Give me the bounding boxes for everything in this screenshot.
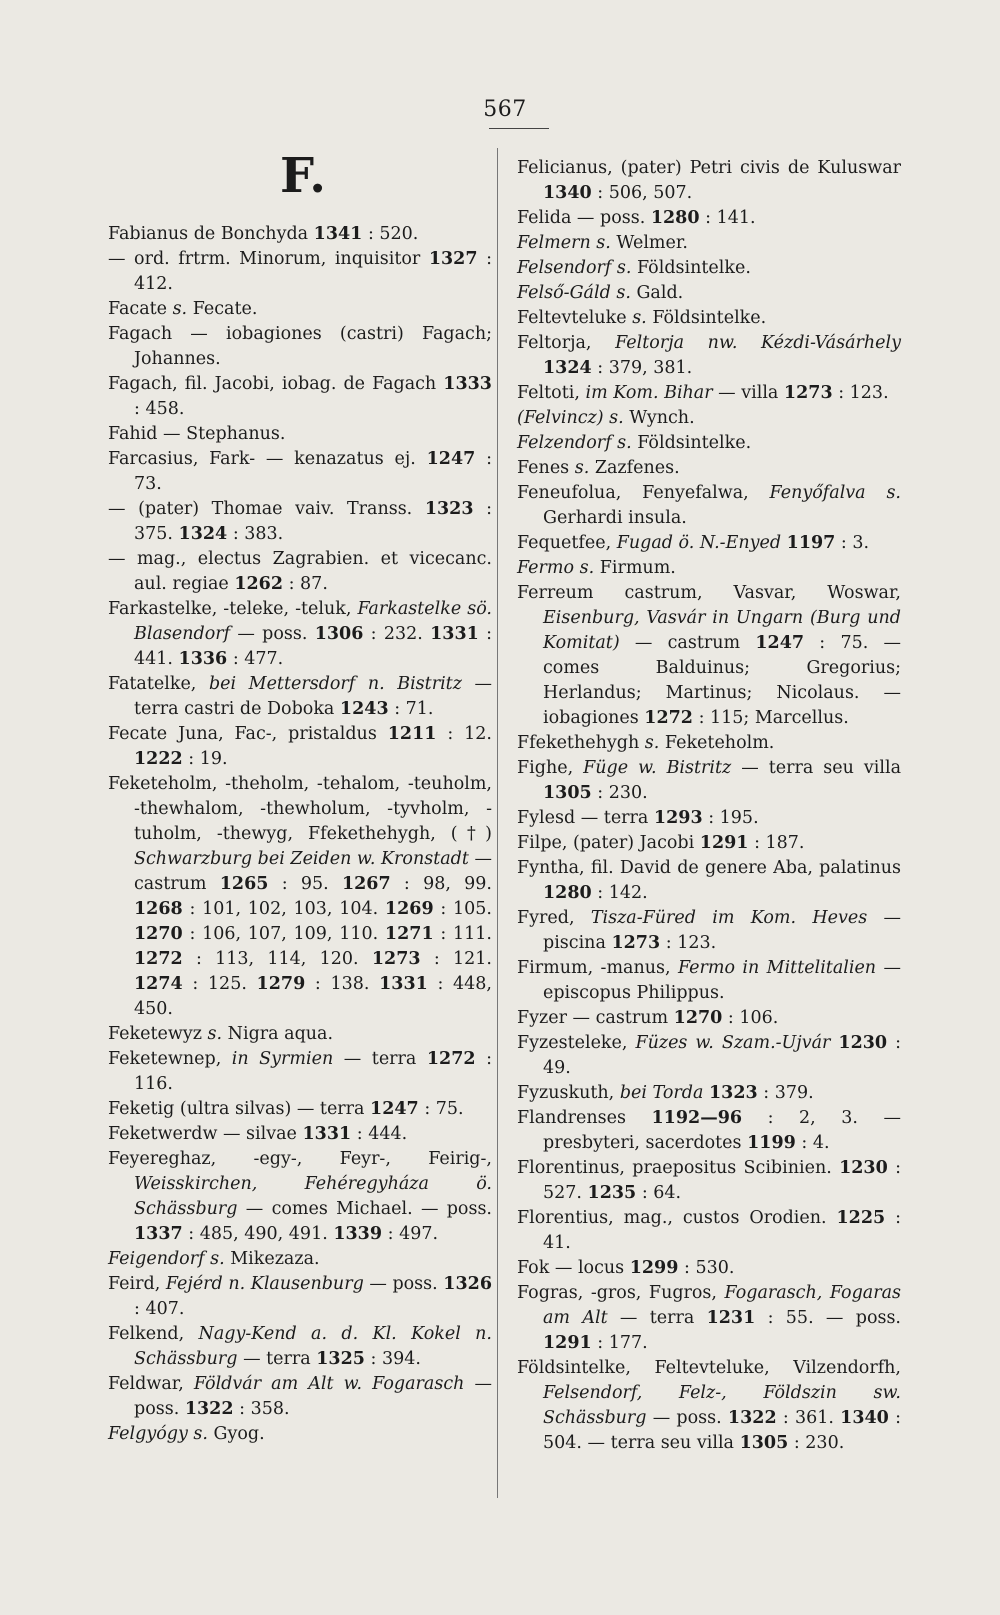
index-entry: Felső-Gáld s. Gald. <box>517 283 684 303</box>
index-entry: Fenes s. Zazfenes. <box>517 458 680 478</box>
index-entry: Fequetfee, Fugad ö. N.-Enyed 1197 : 3. <box>517 533 870 553</box>
index-entry: Feltoti, im Kom. Bihar — villa 1273 : 123. <box>517 383 889 403</box>
index-entry: Florentius, mag., custos Orodien. 1225 : 41. <box>517 1208 901 1253</box>
index-entry: Fyzer — castrum 1270 : 106. <box>517 1008 779 1028</box>
index-entry: Farcasius, Fark- — kenazatus ej. 1247 : 73. <box>108 449 492 494</box>
index-entry: Felmern s. Welmer. <box>517 233 688 253</box>
column-divider <box>497 148 498 1498</box>
index-entry: Felkend, Nagy-Kend a. d. Kl. Kokel n. Schässburg — terra 1325 : 394. <box>108 1324 492 1369</box>
index-entry: Feketeholm, -theholm, -tehalom, -teuholm, -thewhalom, -thewholum, -tyvholm, -tuholm, -thewyg, Ffekethehygh, (†) Schwarzburg bei Zeiden w. Kronstadt — castrum 1265 : 95. 1267 : 98, 99. 1268 : 101, 102, 103, 104. 1269 : 105. 1270 : 106, 107, 109, 110. 1271 : 111. 1272 : 113, 114, 120. 1273 : 121. 1274 : 125. 1279 : 138. 1331 : 448, 450. <box>108 774 492 1019</box>
index-entry: Fermo s. Firmum. <box>517 558 676 578</box>
left-column <box>108 222 492 1447</box>
index-entry: Fogras, -gros, Fugros, Fogarasch, Fogaras am Alt — terra 1231 : 55. — poss. 1291 : 177. <box>517 1283 901 1353</box>
index-entry: Fahid — Stephanus. <box>108 424 286 444</box>
page-number-rule <box>489 128 549 129</box>
index-entry: Fagach — iobagiones (castri) Fagach; Johannes. <box>108 324 492 369</box>
index-entry: Felida — poss. 1280 : 141. <box>517 208 756 228</box>
section-letter: F. <box>280 148 326 204</box>
index-entry: Fyzesteleke, Füzes w. Szam.-Ujvár 1230 : 49. <box>517 1033 901 1078</box>
index-entry: Farkastelke, -teleke, -teluk, Farkastelke sö. Blasendorf — poss. 1306 : 232. 1331 : 441. 1336 : 477. <box>108 599 492 669</box>
index-entry: Fylesd — terra 1293 : 195. <box>517 808 759 828</box>
index-entry: Feltorja, Feltorja nw. Kézdi-Vásárhely 1324 : 379, 381. <box>517 333 901 378</box>
index-entry: Feneufolua, Fenyefalwa, Fenyőfalva s. Gerhardi insula. <box>517 483 901 528</box>
index-entry: Feltevteluke s. Földsintelke. <box>517 308 767 328</box>
index-entry: (Felvincz) s. Wynch. <box>517 408 695 428</box>
index-entry: Filpe, (pater) Jacobi 1291 : 187. <box>517 833 805 853</box>
index-entry: Feketewyz s. Nigra aqua. <box>108 1024 334 1044</box>
index-entry: Feird, Fejérd n. Klausenburg — poss. 1326 : 407. <box>108 1274 493 1319</box>
index-entry: Felsendorf s. Földsintelke. <box>517 258 751 278</box>
index-entry: Feyereghaz, -egy-, Feyr-, Feirig-, Weisskirchen, Fehéregyháza ö. Schässburg — comes Michael. — poss. 1337 : 485, 490, 491. 1339 : 497. <box>108 1149 492 1244</box>
index-entry: — (pater) Thomae vaiv. Transs. 1323 : 375. 1324 : 383. <box>108 499 492 544</box>
index-entry: Firmum, -manus, Fermo in Mittelitalien — episcopus Philippus. <box>517 958 901 1003</box>
index-entry: Facate s. Fecate. <box>108 299 258 319</box>
index-entry: Feketewnep, in Syrmien — terra 1272 : 116. <box>108 1049 492 1094</box>
index-entry: Fyntha, fil. David de genere Aba, palatinus 1280 : 142. <box>517 858 901 903</box>
index-entry: Felgyógy s. Gyog. <box>108 1424 265 1444</box>
index-entry: Fok — locus 1299 : 530. <box>517 1258 735 1278</box>
index-entry: — ord. frtrm. Minorum, inquisitor 1327 : 412. <box>108 249 492 294</box>
right-column <box>517 156 901 1456</box>
index-entry: Florentinus, praepositus Scibinien. 1230 : 527. 1235 : 64. <box>517 1158 901 1203</box>
index-entry: Ffekethehygh s. Feketeholm. <box>517 733 775 753</box>
index-entry: Feldwar, Földvár am Alt w. Fogarasch — poss. 1322 : 358. <box>108 1374 492 1419</box>
index-entry: Feigendorf s. Mikezaza. <box>108 1249 320 1269</box>
page-number: 567 <box>483 97 527 122</box>
index-entry: Felicianus, (pater) Petri civis de Kuluswar 1340 : 506, 507. <box>517 158 901 203</box>
index-entry: Ferreum castrum, Vasvar, Woswar, Eisenburg, Vasvár in Ungarn (Burg und Komitat) — castrum 1247 : 75. — comes Balduinus; Gregorius; Herlandus; Martinus; Nicolaus. — iobagiones 1272 : 115; Marcellus. <box>517 583 902 728</box>
index-entry: Fagach, fil. Jacobi, iobag. de Fagach 1333 : 458. <box>108 374 492 419</box>
index-entry: Fecate Juna, Fac-, pristaldus 1211 : 12. 1222 : 19. <box>108 724 492 769</box>
index-entry: Feketig (ultra silvas) — terra 1247 : 75. <box>108 1099 464 1119</box>
index-entry: Flandrenses 1192—96 : 2, 3. — presbyteri, sacerdotes 1199 : 4. <box>517 1108 901 1153</box>
index-entry: Fatatelke, bei Mettersdorf n. Bistritz — terra castri de Doboka 1243 : 71. <box>108 674 492 719</box>
index-entry: Fighe, Füge w. Bistritz — terra seu villa 1305 : 230. <box>517 758 902 803</box>
index-entry: Földsintelke, Feltevteluke, Vilzendorfh, Felsendorf, Felz-, Földszin sw. Schässburg — poss. 1322 : 361. 1340 : 504. — terra seu villa 1305 : 230. <box>517 1358 901 1453</box>
index-entry: Felzendorf s. Földsintelke. <box>517 433 752 453</box>
index-entry: — mag., electus Zagrabien. et vicecanc. aul. regiae 1262 : 87. <box>108 549 492 594</box>
index-entry: Fyzuskuth, bei Torda 1323 : 379. <box>517 1083 814 1103</box>
index-entry: Feketwerdw — silvae 1331 : 444. <box>108 1124 408 1144</box>
index-entry: Fabianus de Bonchyda 1341 : 520. <box>108 224 419 244</box>
index-entry: Fyred, Tisza-Füred im Kom. Heves — piscina 1273 : 123. <box>517 908 901 953</box>
